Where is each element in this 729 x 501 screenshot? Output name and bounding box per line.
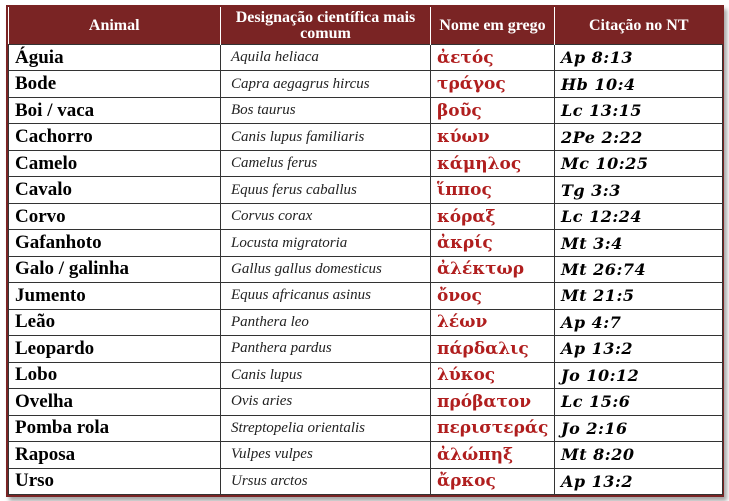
scientific-name-cell: Canis lupus familiaris	[221, 124, 431, 150]
scientific-name-cell: Panthera pardus	[221, 336, 431, 362]
nt-citation-cell: Mt 26:74	[555, 256, 723, 282]
animal-name-cell: Raposa	[9, 442, 221, 468]
table-row	[9, 124, 723, 150]
animal-name-cell: Cavalo	[9, 177, 221, 203]
animal-name-cell: Boi / vaca	[9, 97, 221, 123]
nt-citation-cell: 2Pe 2:22	[555, 124, 723, 150]
nt-citation-cell: Tg 3:3	[555, 177, 723, 203]
table-row	[9, 415, 723, 441]
nt-citation-cell: Lc 12:24	[555, 203, 723, 229]
nt-citation-cell: Lc 15:6	[555, 389, 723, 415]
table-row	[9, 256, 723, 282]
table-row	[9, 362, 723, 388]
nt-citation-cell: Mt 21:5	[555, 283, 723, 309]
greek-name-cell: πάρδαλις	[431, 336, 555, 362]
nt-citation-cell: Mc 10:25	[555, 150, 723, 176]
table-row	[9, 336, 723, 362]
table-row	[9, 45, 723, 71]
scientific-name-cell: Vulpes vulpes	[221, 442, 431, 468]
scientific-name-cell: Gallus gallus domesticus	[221, 256, 431, 282]
greek-name-cell: περιστεράς	[431, 415, 555, 441]
greek-name-cell: πρόβατον	[431, 389, 555, 415]
table-row	[9, 230, 723, 256]
animals-table	[8, 7, 723, 495]
scientific-name-cell: Panthera leo	[221, 309, 431, 335]
table-row	[9, 203, 723, 229]
greek-name-cell: ἀκρίς	[431, 230, 555, 256]
table-header	[9, 7, 723, 45]
table-row	[9, 468, 723, 495]
nt-citation-cell: Jo 10:12	[555, 362, 723, 388]
greek-name-cell: κάμηλος	[431, 150, 555, 176]
nt-citation-cell: Lc 13:15	[555, 97, 723, 123]
header-scientific-name: Designação científica mais comum	[221, 7, 431, 45]
nt-citation-cell: Ap 4:7	[555, 309, 723, 335]
scientific-name-cell: Equus africanus asinus	[221, 283, 431, 309]
animal-name-cell: Camelo	[9, 150, 221, 176]
nt-citation-cell: Hb 10:4	[555, 71, 723, 97]
greek-name-cell: ἀλέκτωρ	[431, 256, 555, 282]
table-row	[9, 442, 723, 468]
table-row	[9, 283, 723, 309]
scientific-name-cell: Ursus arctos	[221, 468, 431, 495]
scientific-name-cell: Canis lupus	[221, 362, 431, 388]
scientific-name-cell: Bos taurus	[221, 97, 431, 123]
animal-name-cell: Corvo	[9, 203, 221, 229]
nt-citation-cell: Ap 13:2	[555, 336, 723, 362]
greek-name-cell: ἵππος	[431, 177, 555, 203]
greek-name-cell: ἀλώπηξ	[431, 442, 555, 468]
table-body	[9, 45, 723, 495]
greek-name-cell: τράγος	[431, 71, 555, 97]
greek-name-cell: κύων	[431, 124, 555, 150]
scientific-name-cell: Aquila heliaca	[221, 45, 431, 71]
nt-citation-cell: Ap 13:2	[555, 468, 723, 495]
table-row	[9, 150, 723, 176]
animal-name-cell: Águia	[9, 45, 221, 71]
greek-name-cell: λέων	[431, 309, 555, 335]
animal-name-cell: Pomba rola	[9, 415, 221, 441]
header-animal: Animal	[9, 7, 221, 45]
table-row	[9, 71, 723, 97]
greek-name-cell: ὄνος	[431, 283, 555, 309]
animal-name-cell: Jumento	[9, 283, 221, 309]
scientific-name-cell: Locusta migratoria	[221, 230, 431, 256]
header-greek-name: Nome em grego	[431, 7, 555, 45]
nt-citation-cell: Jo 2:16	[555, 415, 723, 441]
animal-name-cell: Urso	[9, 468, 221, 495]
animal-name-cell: Gafanhoto	[9, 230, 221, 256]
animal-name-cell: Leopardo	[9, 336, 221, 362]
greek-name-cell: λύκος	[431, 362, 555, 388]
scientific-name-cell: Capra aegagrus hircus	[221, 71, 431, 97]
animal-name-cell: Lobo	[9, 362, 221, 388]
nt-citation-cell: Ap 8:13	[555, 45, 723, 71]
greek-name-cell: ἄρκος	[431, 468, 555, 495]
animal-name-cell: Bode	[9, 71, 221, 97]
greek-name-cell: βοῦς	[431, 97, 555, 123]
animal-name-cell: Ovelha	[9, 389, 221, 415]
greek-name-cell: κόραξ	[431, 203, 555, 229]
scientific-name-cell: Equus ferus caballus	[221, 177, 431, 203]
scientific-name-cell: Corvus corax	[221, 203, 431, 229]
scientific-name-cell: Ovis aries	[221, 389, 431, 415]
animal-name-cell: Leão	[9, 309, 221, 335]
table-row	[9, 309, 723, 335]
scientific-name-cell: Camelus ferus	[221, 150, 431, 176]
nt-citation-cell: Mt 3:4	[555, 230, 723, 256]
header-nt-citation: Citação no NT	[555, 7, 723, 45]
table-row	[9, 389, 723, 415]
animal-name-cell: Galo / galinha	[9, 256, 221, 282]
animal-name-cell: Cachorro	[9, 124, 221, 150]
table-row	[9, 177, 723, 203]
animals-table-frame	[6, 5, 724, 497]
table-row	[9, 97, 723, 123]
greek-name-cell: ἀετός	[431, 45, 555, 71]
nt-citation-cell: Mt 8:20	[555, 442, 723, 468]
scientific-name-cell: Streptopelia orientalis	[221, 415, 431, 441]
header-row	[9, 7, 723, 45]
